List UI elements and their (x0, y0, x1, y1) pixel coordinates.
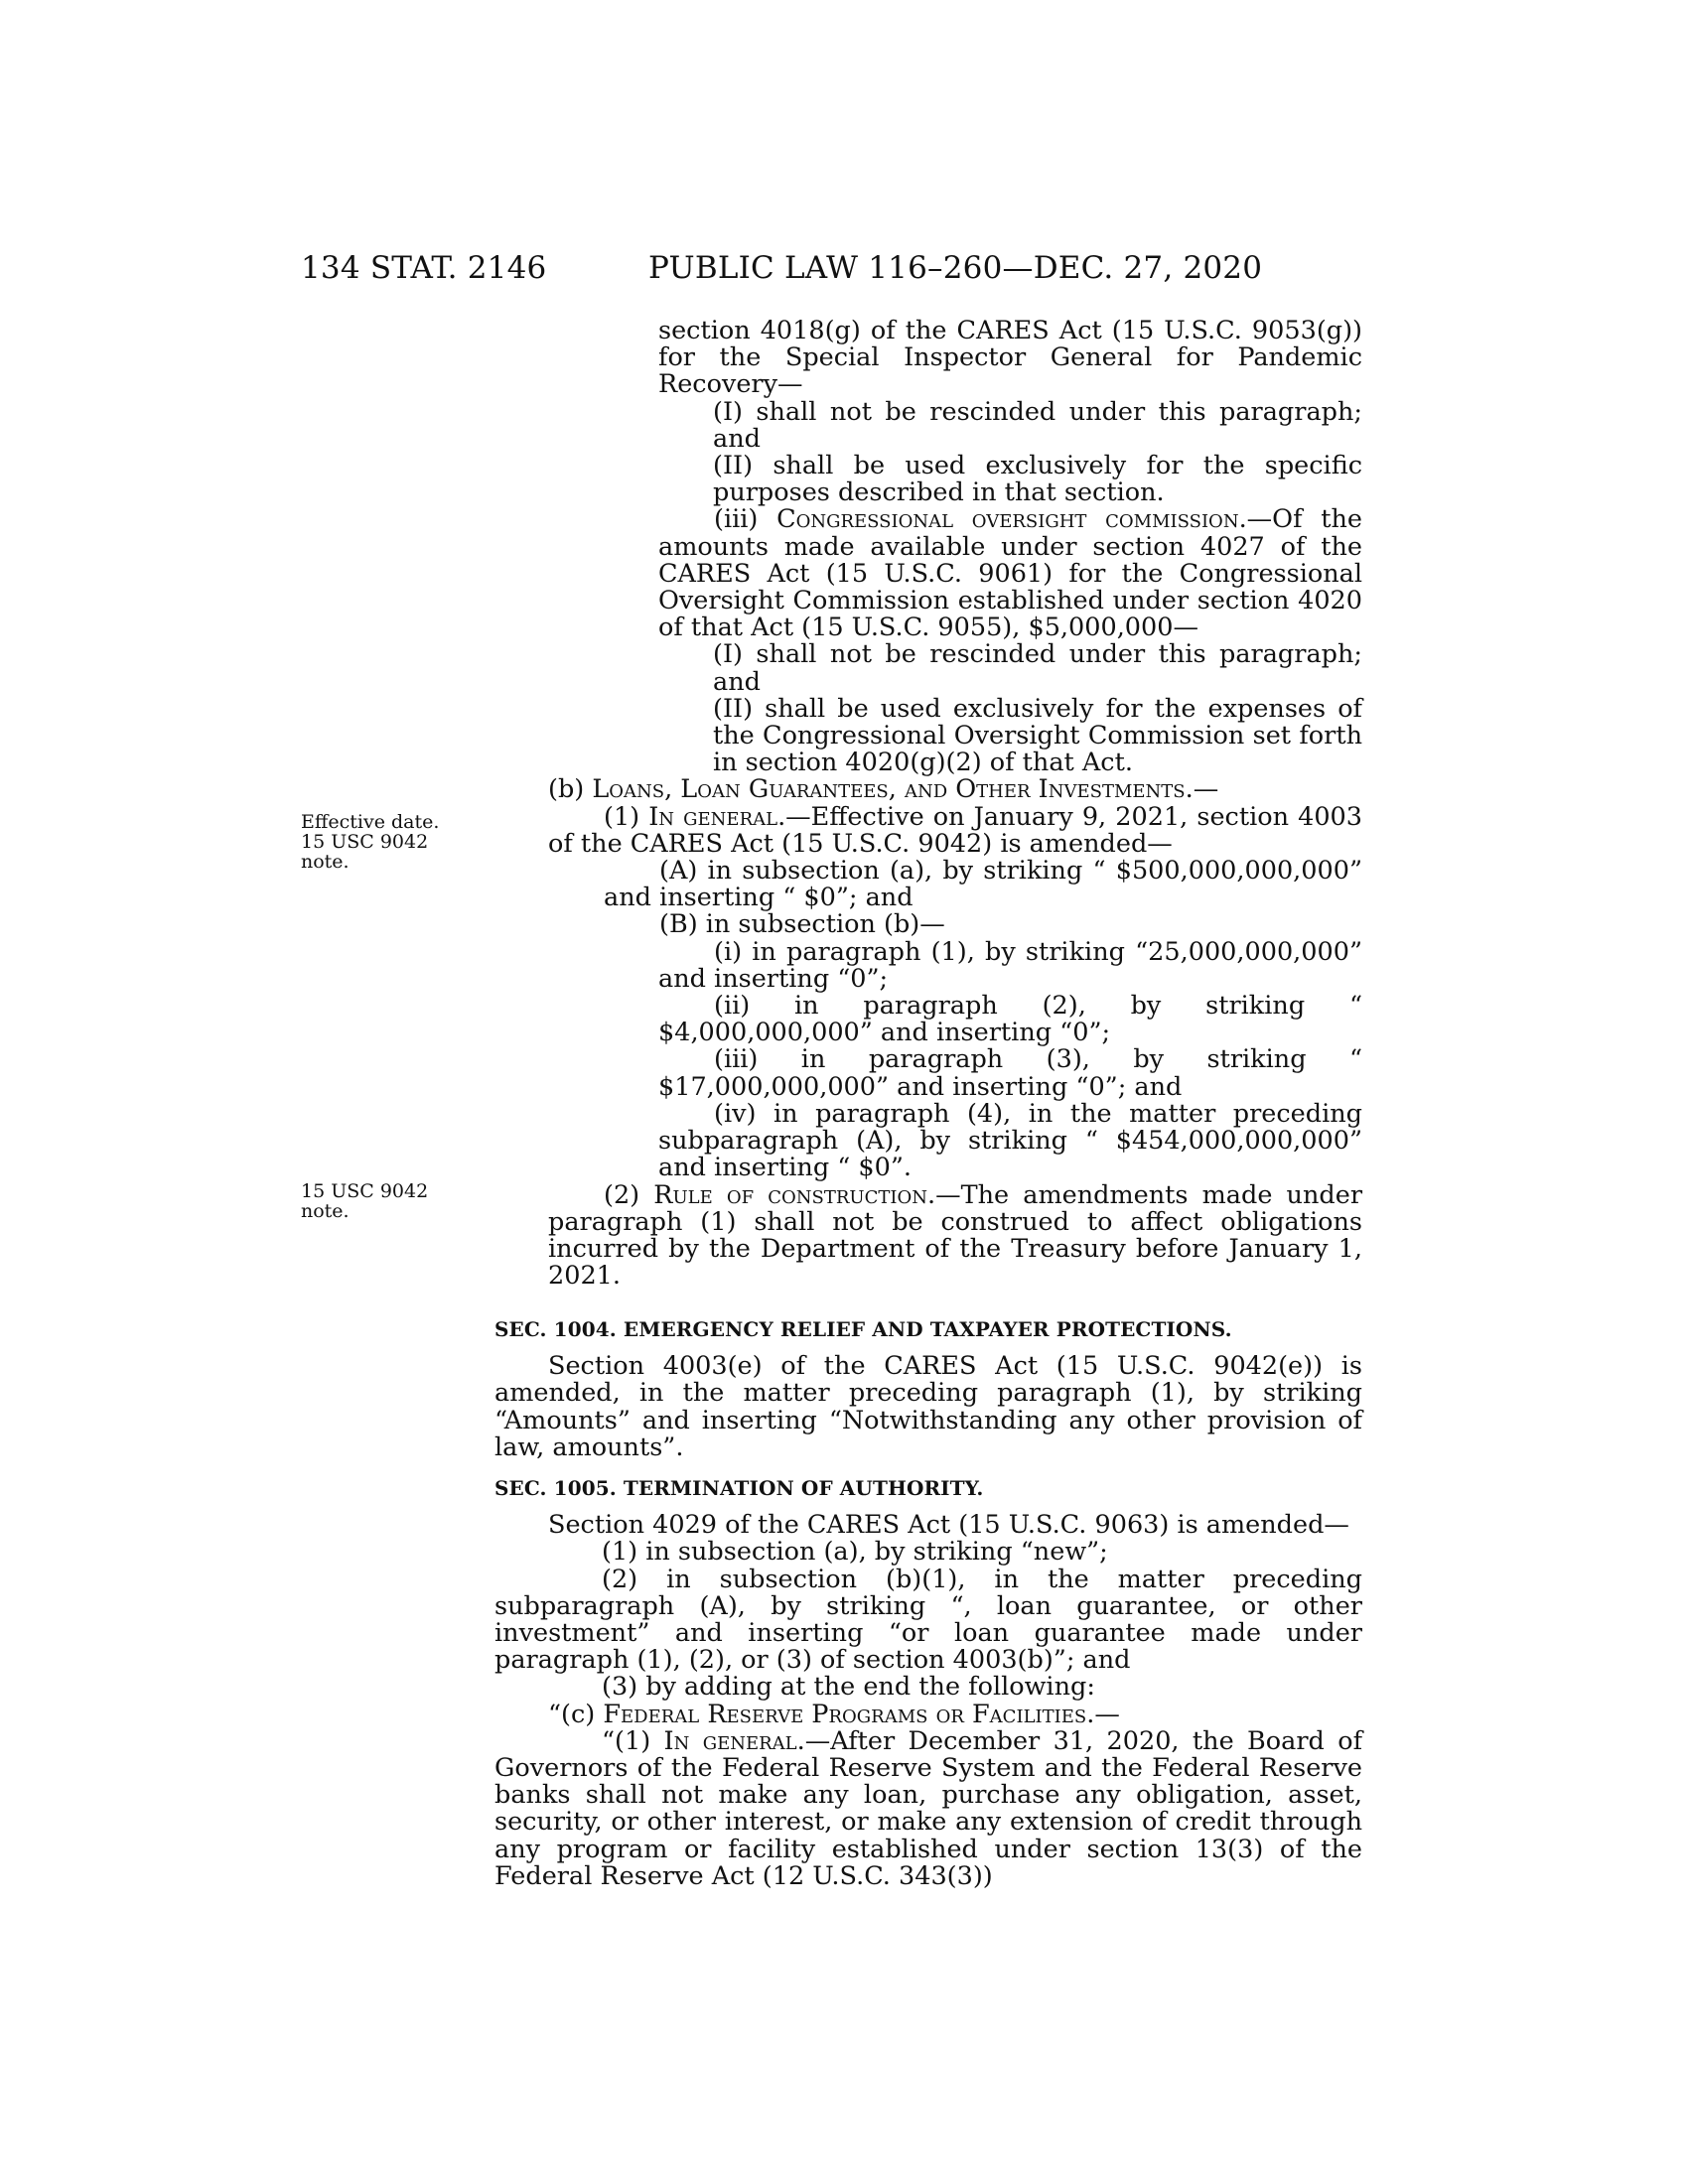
margin-note-line: Effective date. (301, 811, 440, 833)
paragraph-text: .— (1185, 774, 1219, 805)
margin-note-effective-date (301, 812, 439, 872)
paragraph (548, 801, 1363, 859)
paragraph-heading: Rule of construction (653, 1179, 927, 1210)
paragraph: (iv) in paragraph (4), in the matter preceding subparagraph (A), by striking “ $454,000,000,000” and inserting “ $0”. (658, 1098, 1362, 1183)
paragraph-text: .—Effective on January 9, 2021, section 4003 of the CARES Act (15 U.S.C. 9042) is amended— (548, 801, 1363, 859)
statute-body (548, 318, 1362, 1290)
paragraph: (A) in subsection (a), by striking “ $500,000,000,000” and inserting “ $0”; and (604, 856, 1362, 913)
paragraph: Section 4029 of the CARES Act (15 U.S.C. 9063) is amended— (548, 1510, 1349, 1541)
paragraph-text: .—The amendments made under paragraph (1) shall not be construed to affect obligations incurred by the Department of the Treasury before January 1, 2021. (548, 1179, 1363, 1292)
paragraph-lead: (b) (548, 774, 593, 805)
paragraph (548, 776, 1362, 803)
paragraph: (3) by adding at the end the following: (602, 1672, 1095, 1703)
paragraph-text: .—Of the amounts made available under section 4027 of the CARES Act (15 U.S.C. 9061) for the Congressional Oversight Commission established under section 4020 of that Act (15 U.S.C. 9055), $5,000,000— (658, 504, 1362, 643)
margin-note-line: 15 USC 9042 (301, 831, 429, 853)
paragraph: (1) in subsection (a), by striking “new”; (602, 1537, 1108, 1568)
margin-note-line: 15 USC 9042 (301, 1180, 429, 1202)
paragraph (494, 1725, 1363, 1891)
paragraph: (ii) in paragraph (2), by striking “ $4,000,000,000” and inserting “0”; (658, 991, 1362, 1048)
paragraph-lead: (2) (604, 1179, 654, 1210)
paragraph-lead: (1) (604, 801, 649, 832)
paragraph: (2) in subsection (b)(1), in the matter preceding subparagraph (A), by striking “, loan guarantee, or other investment” and inserting “or loan guarantee made under paragraph (1), (2), or (3) of section 4003(b)”; and (494, 1564, 1362, 1676)
paragraph-text: .— (1086, 1699, 1120, 1729)
paragraph: (II) shall be used exclusively for the specific purposes described in that section. (713, 451, 1362, 508)
running-header: PUBLIC LAW 116–260—DEC. 27, 2020 (648, 250, 1263, 286)
paragraph-heading: Loans, Loan Guarantees, and Other Investments (592, 774, 1186, 805)
margin-note-line: note. (301, 851, 350, 873)
section-heading: SEC. 1004. EMERGENCY RELIEF AND TAXPAYER PROTECTIONS. (494, 1317, 1232, 1341)
margin-note-usc (301, 1181, 428, 1221)
paragraph: (I) shall not be rescinded under this paragraph; and (713, 639, 1362, 697)
paragraph (494, 1699, 1362, 1729)
paragraph-heading: Congressional oversight commission (776, 504, 1239, 535)
paragraph: (iii) in paragraph (3), by striking “ $17,000,000,000” and inserting “0”; and (658, 1044, 1362, 1102)
paragraph (548, 1179, 1363, 1292)
section-heading: SEC. 1005. TERMINATION OF AUTHORITY. (494, 1476, 984, 1501)
paragraph: (II) shall be used exclusively for the expenses of the Congressional Oversight Commission set forth in section 4020(g)(2) of that Act. (713, 693, 1362, 778)
paragraph-text: .—After December 31, 2020, the Board of Governors of the Federal Reserve System and the Federal Reserve banks shall not make any loan, purchase any obligation, asset, security, or other interest, or make any extension of credit through any program or facility established under section 13(3) of the Federal Reserve Act (12 U.S.C. 343(3)) (494, 1725, 1363, 1891)
paragraph-lead: “(c) (548, 1699, 604, 1729)
paragraph-lead: (iii) (714, 504, 777, 535)
paragraph (548, 506, 1362, 641)
paragraph-text: (I) shall not be rescinded under this paragraph; and (713, 396, 1362, 454)
paragraph: (i) in paragraph (1), by striking “25,000,000,000” and inserting “0”; (658, 936, 1362, 994)
paragraph-heading: In general (663, 1725, 797, 1756)
paragraph-heading: In general (648, 801, 778, 832)
paragraph: section 4018(g) of the CARES Act (15 U.S.C. 9053(g)) for the Special Inspector General for Pandemic Recovery— (658, 316, 1362, 400)
statute-body-sections (494, 1302, 1362, 1890)
paragraph (548, 396, 1362, 454)
paragraph: (B) in subsection (b)— (659, 909, 945, 940)
paragraph: Section 4003(e) of the CARES Act (15 U.S.C. 9042(e)) is amended, in the matter preceding paragraph (1), by striking “Amounts” and inserting “Notwithstanding any other provision of law, amounts”. (494, 1351, 1362, 1462)
paragraph-heading: Federal Reserve Programs or Facilities (603, 1699, 1087, 1729)
margin-note-line: note. (301, 1200, 350, 1222)
statute-page-number: 134 STAT. 2146 (301, 250, 547, 286)
paragraph-lead: “(1) (602, 1725, 664, 1756)
